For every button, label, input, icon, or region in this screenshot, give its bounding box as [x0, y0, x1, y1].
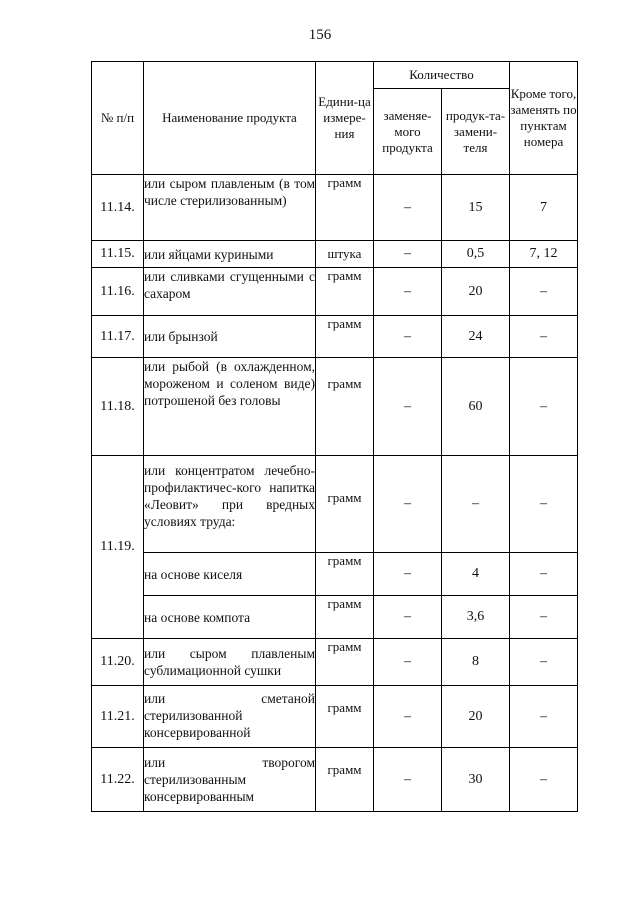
row-number: 11.17.	[92, 316, 144, 358]
replacing-cell: 30	[442, 748, 510, 812]
replacing-cell: 20	[442, 268, 510, 316]
product-name: или сливками сгущенными с сахаром	[144, 268, 316, 316]
table-row	[92, 241, 578, 268]
product-name: или сыром плавленым сублимационной сушки	[144, 639, 316, 686]
header-replacing: продук-та-замени-теля	[442, 89, 510, 175]
row-number: 11.15.	[92, 241, 144, 268]
unit-cell: грамм	[316, 596, 374, 639]
replaced-cell: –	[374, 268, 442, 316]
product-name: или сметаной стерилизованной консервированной	[144, 686, 316, 748]
row-number: 11.19.	[92, 456, 144, 639]
table-row	[92, 316, 578, 358]
extra-cell: –	[510, 553, 578, 596]
unit-cell: штука	[316, 241, 374, 268]
replaced-cell: –	[374, 358, 442, 456]
header-row	[92, 62, 578, 89]
replacing-cell: 4	[442, 553, 510, 596]
unit-cell: грамм	[316, 175, 374, 241]
header-unit: Едини-ца измере-ния	[316, 62, 374, 175]
unit-cell: грамм	[316, 358, 374, 456]
table-row	[92, 748, 578, 812]
page-number: 156	[308, 27, 332, 43]
replaced-cell: –	[374, 596, 442, 639]
replaced-cell: –	[374, 175, 442, 241]
table-row	[92, 639, 578, 686]
unit-cell: грамм	[316, 268, 374, 316]
replaced-cell: –	[374, 748, 442, 812]
extra-cell: –	[510, 686, 578, 748]
product-name: на основе киселя	[144, 553, 316, 596]
table-row	[92, 456, 578, 553]
replacing-cell: 0,5	[442, 241, 510, 268]
product-replacement-table	[91, 61, 578, 812]
extra-cell: –	[510, 639, 578, 686]
unit-cell: грамм	[316, 316, 374, 358]
table-row	[92, 686, 578, 748]
extra-cell: 7, 12	[510, 241, 578, 268]
row-number: 11.21.	[92, 686, 144, 748]
product-name: или яйцами куриными	[144, 241, 316, 268]
table-row	[92, 358, 578, 456]
product-name: или сыром плавленым (в том числе стерилизованным)	[144, 175, 316, 241]
unit-cell: грамм	[316, 456, 374, 553]
header-num: № п/п	[92, 62, 144, 175]
extra-cell: –	[510, 316, 578, 358]
product-name: на основе компота	[144, 596, 316, 639]
replaced-cell: –	[374, 316, 442, 358]
extra-cell: –	[510, 748, 578, 812]
replacing-cell: 3,6	[442, 596, 510, 639]
product-name: или творогом стерилизованным консервированным	[144, 748, 316, 812]
row-number: 11.14.	[92, 175, 144, 241]
replacing-cell: 8	[442, 639, 510, 686]
replaced-cell: –	[374, 456, 442, 553]
row-number: 11.18.	[92, 358, 144, 456]
header-name: Наименование продукта	[144, 62, 316, 175]
row-number: 11.22.	[92, 748, 144, 812]
extra-cell: –	[510, 358, 578, 456]
unit-cell: грамм	[316, 553, 374, 596]
replaced-cell: –	[374, 241, 442, 268]
product-name: или брынзой	[144, 316, 316, 358]
replaced-cell: –	[374, 553, 442, 596]
replacing-cell: 20	[442, 686, 510, 748]
unit-cell: грамм	[316, 639, 374, 686]
extra-cell: 7	[510, 175, 578, 241]
product-name: или концентратом лечебно-профилактичес-кого напитка «Леовит» при вредных условиях труда:	[144, 456, 316, 553]
table-row	[92, 175, 578, 241]
row-number: 11.20.	[92, 639, 144, 686]
extra-cell: –	[510, 456, 578, 553]
header-extra: Кроме того, заменять по пунктам номера	[510, 62, 578, 175]
replacing-cell: 15	[442, 175, 510, 241]
table-row	[92, 268, 578, 316]
table-row	[92, 553, 578, 596]
unit-cell: грамм	[316, 748, 374, 812]
extra-cell: –	[510, 596, 578, 639]
table-row	[92, 596, 578, 639]
replacing-cell: 60	[442, 358, 510, 456]
product-name: или рыбой (в охлажденном, мороженом и соленом виде) потрошеной без головы	[144, 358, 316, 456]
replacing-cell: –	[442, 456, 510, 553]
row-number: 11.16.	[92, 268, 144, 316]
header-replaced: заменяе-мого продукта	[374, 89, 442, 175]
replaced-cell: –	[374, 686, 442, 748]
replacing-cell: 24	[442, 316, 510, 358]
unit-cell: грамм	[316, 686, 374, 748]
extra-cell: –	[510, 268, 578, 316]
replaced-cell: –	[374, 639, 442, 686]
header-quantity: Количество	[374, 62, 510, 89]
